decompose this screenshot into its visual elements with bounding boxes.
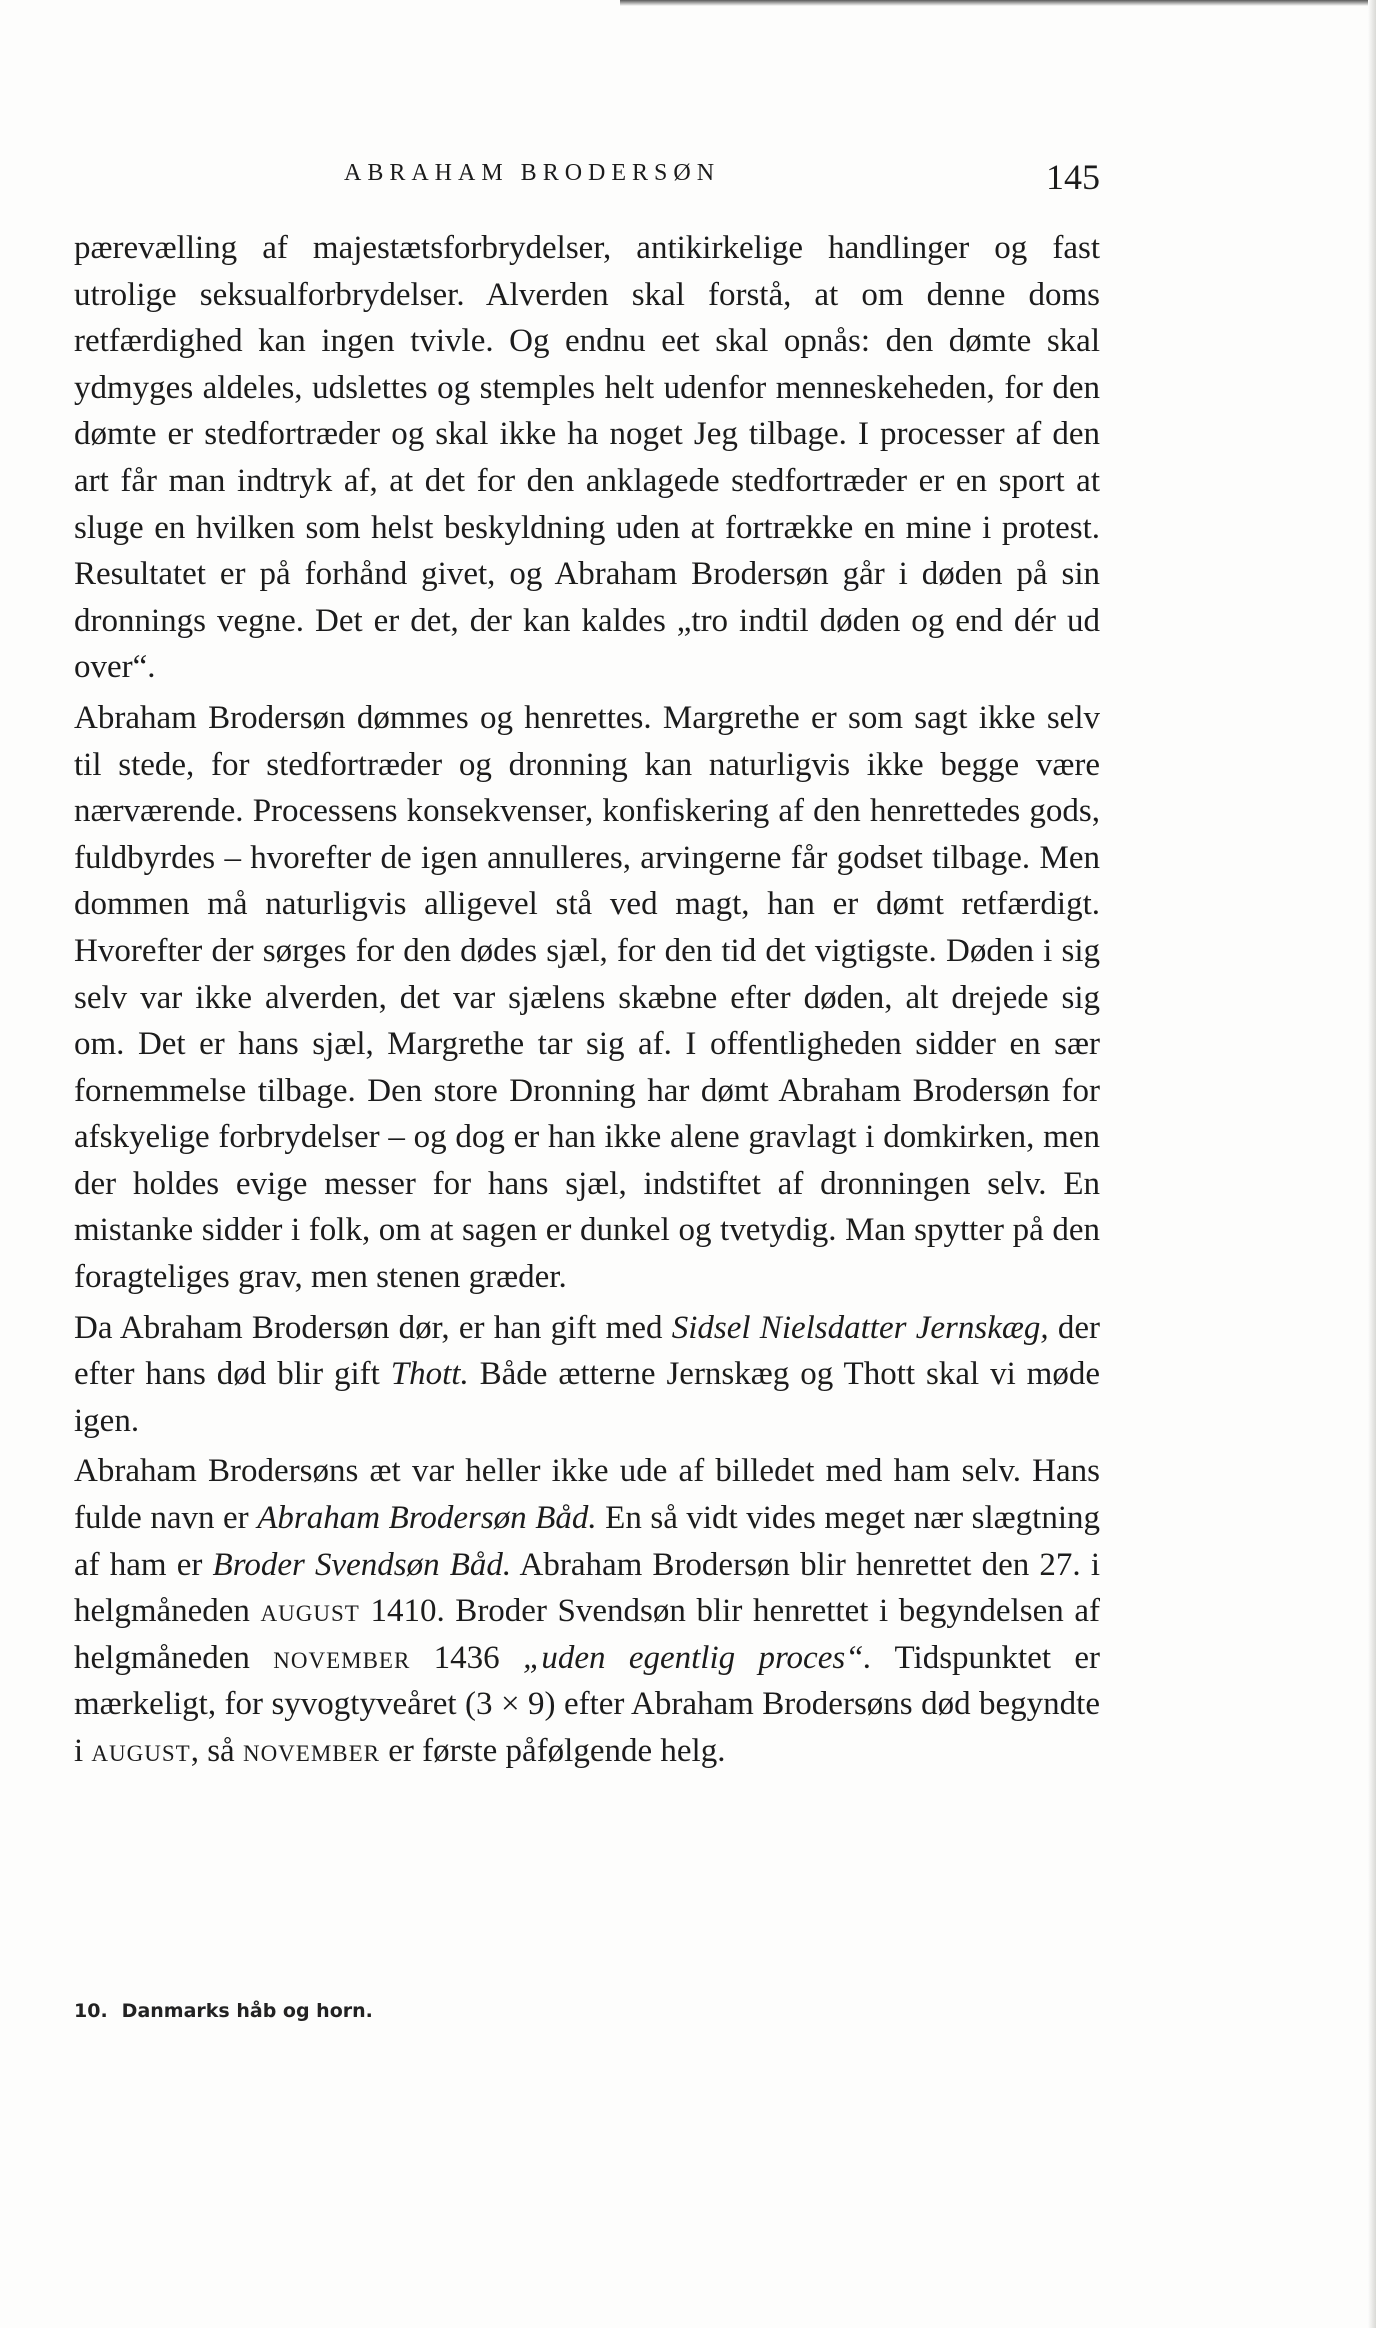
text-segment: 1436	[410, 1639, 523, 1676]
text-segment: Abraham Brodersøn dømmes og henrettes. Margrethe er som sagt ikke selv til stede, for stedfortræder og dronning kan naturligvis ikke begge være nærværende. Processens konsekvenser, konfiskering af den henrettedes gods, fuldbyrdes – hvorefter de igen annulleres, arvingerne får godset tilbage. Men dommen må naturligvis alligevel stå ved magt, han er dømt retfærdigt. Hvorefter der sørges for den dødes sjæl, for den tid det vigtigste. Døden i sig selv var ikke alverden, det var sjælens skæbne efter døden, alt drejede sig om. Det er hans sjæl, Margrethe tar sig af. I offentligheden sidder en sær fornemmelse tilbage. Den store Dronning har dømt Abraham Brodersøn for afskyelige forbrydelser – og dog er han ikke alene gravlagt i domkirken, men der holdes evige messer for hans sjæl, indstiftet af dronningen selv. En mistanke sidder i folk, om at sagen er dunkel og tvetydig. Man spytter på den foragteliges grav, men stenen græder.	[74, 699, 1100, 1296]
text-segment: En så vidt vides meget nær slægtning af ham er	[74, 1500, 1100, 1583]
scan-top-edge	[620, 0, 1376, 6]
text-segment: Da Abraham Brodersøn dør, er han gift med	[74, 1309, 672, 1346]
page-header	[74, 157, 1100, 200]
smallcaps-text: november	[273, 1639, 411, 1676]
text-segment: , så	[190, 1733, 243, 1769]
italic-text: Broder Svendsøn Båd.	[212, 1546, 512, 1583]
smallcaps-text: august	[91, 1733, 191, 1769]
text-segment: 1410. Broder Svendsøn blir henrettet i begyndelsen af helgmåneden	[74, 1593, 1100, 1676]
text-segment: pærevælling af majestætsforbrydelser, antikirkelige handlinger og fast utrolige seksualforbrydelser. Alverden skal forstå, at om denne doms retfærdighed kan ingen tvivle. Og endnu eet skal opnås: den dømte skal ydmyges aldeles, udslettes og stemples helt udenfor menneskeheden, for den dømte er stedfortræder og skal ikke ha noget Jeg tilbage. I processer af den art får man indtryk af, at det for den anklagede stedfortræder er en sport at sluge en hvilken som helst beskyldning uden at fortrække en mine i protest. Resultatet er på forhånd givet, og Abraham Brodersøn går i døden på sin dronnings vegne. Det er det, der kan kaldes „tro indtil døden og end dér ud over“.	[74, 230, 1100, 686]
text-segment: er første påfølgende helg.	[380, 1733, 726, 1769]
printer-signature	[74, 2000, 373, 2022]
signature-title: Danmarks håb og horn.	[121, 2000, 373, 2022]
text-segment: Tidspunktet er mærkeligt, for syvogtyveåret (3 × 9) efter Abraham Brodersøns død begyndte i	[74, 1639, 1100, 1769]
text-segment: Både ætterne Jernskæg og Thott skal vi møde igen.	[74, 1356, 1100, 1439]
paragraph	[74, 695, 1100, 1301]
paragraph	[74, 1448, 1100, 1774]
italic-text: Sidsel Nielsdatter Jernskæg,	[671, 1309, 1049, 1346]
running-title: ABRAHAM BRODERSØN	[344, 160, 721, 186]
page-number: 145	[1046, 157, 1100, 197]
signature-number: 10.	[74, 2000, 108, 2022]
italic-text: Thott.	[390, 1356, 469, 1393]
paragraph	[74, 225, 1100, 691]
smallcaps-text: november	[242, 1733, 381, 1769]
text-segment: Abraham Brodersøn blir henrettet den 27. i helgmåneden	[74, 1546, 1100, 1630]
body-text	[74, 225, 1100, 1775]
scan-right-shadow	[1368, 0, 1376, 2328]
text-segment: Abraham Brodersøns æt var heller ikke ude af billedet med ham selv. Hans fulde navn er	[74, 1453, 1100, 1537]
italic-text: Abraham Brodersøn Båd.	[257, 1500, 597, 1537]
text-segment: der efter hans død blir gift	[74, 1309, 1100, 1393]
italic-text: „uden egentlig proces“.	[522, 1639, 872, 1676]
smallcaps-text: august	[260, 1593, 360, 1630]
paragraph	[74, 1305, 1100, 1445]
